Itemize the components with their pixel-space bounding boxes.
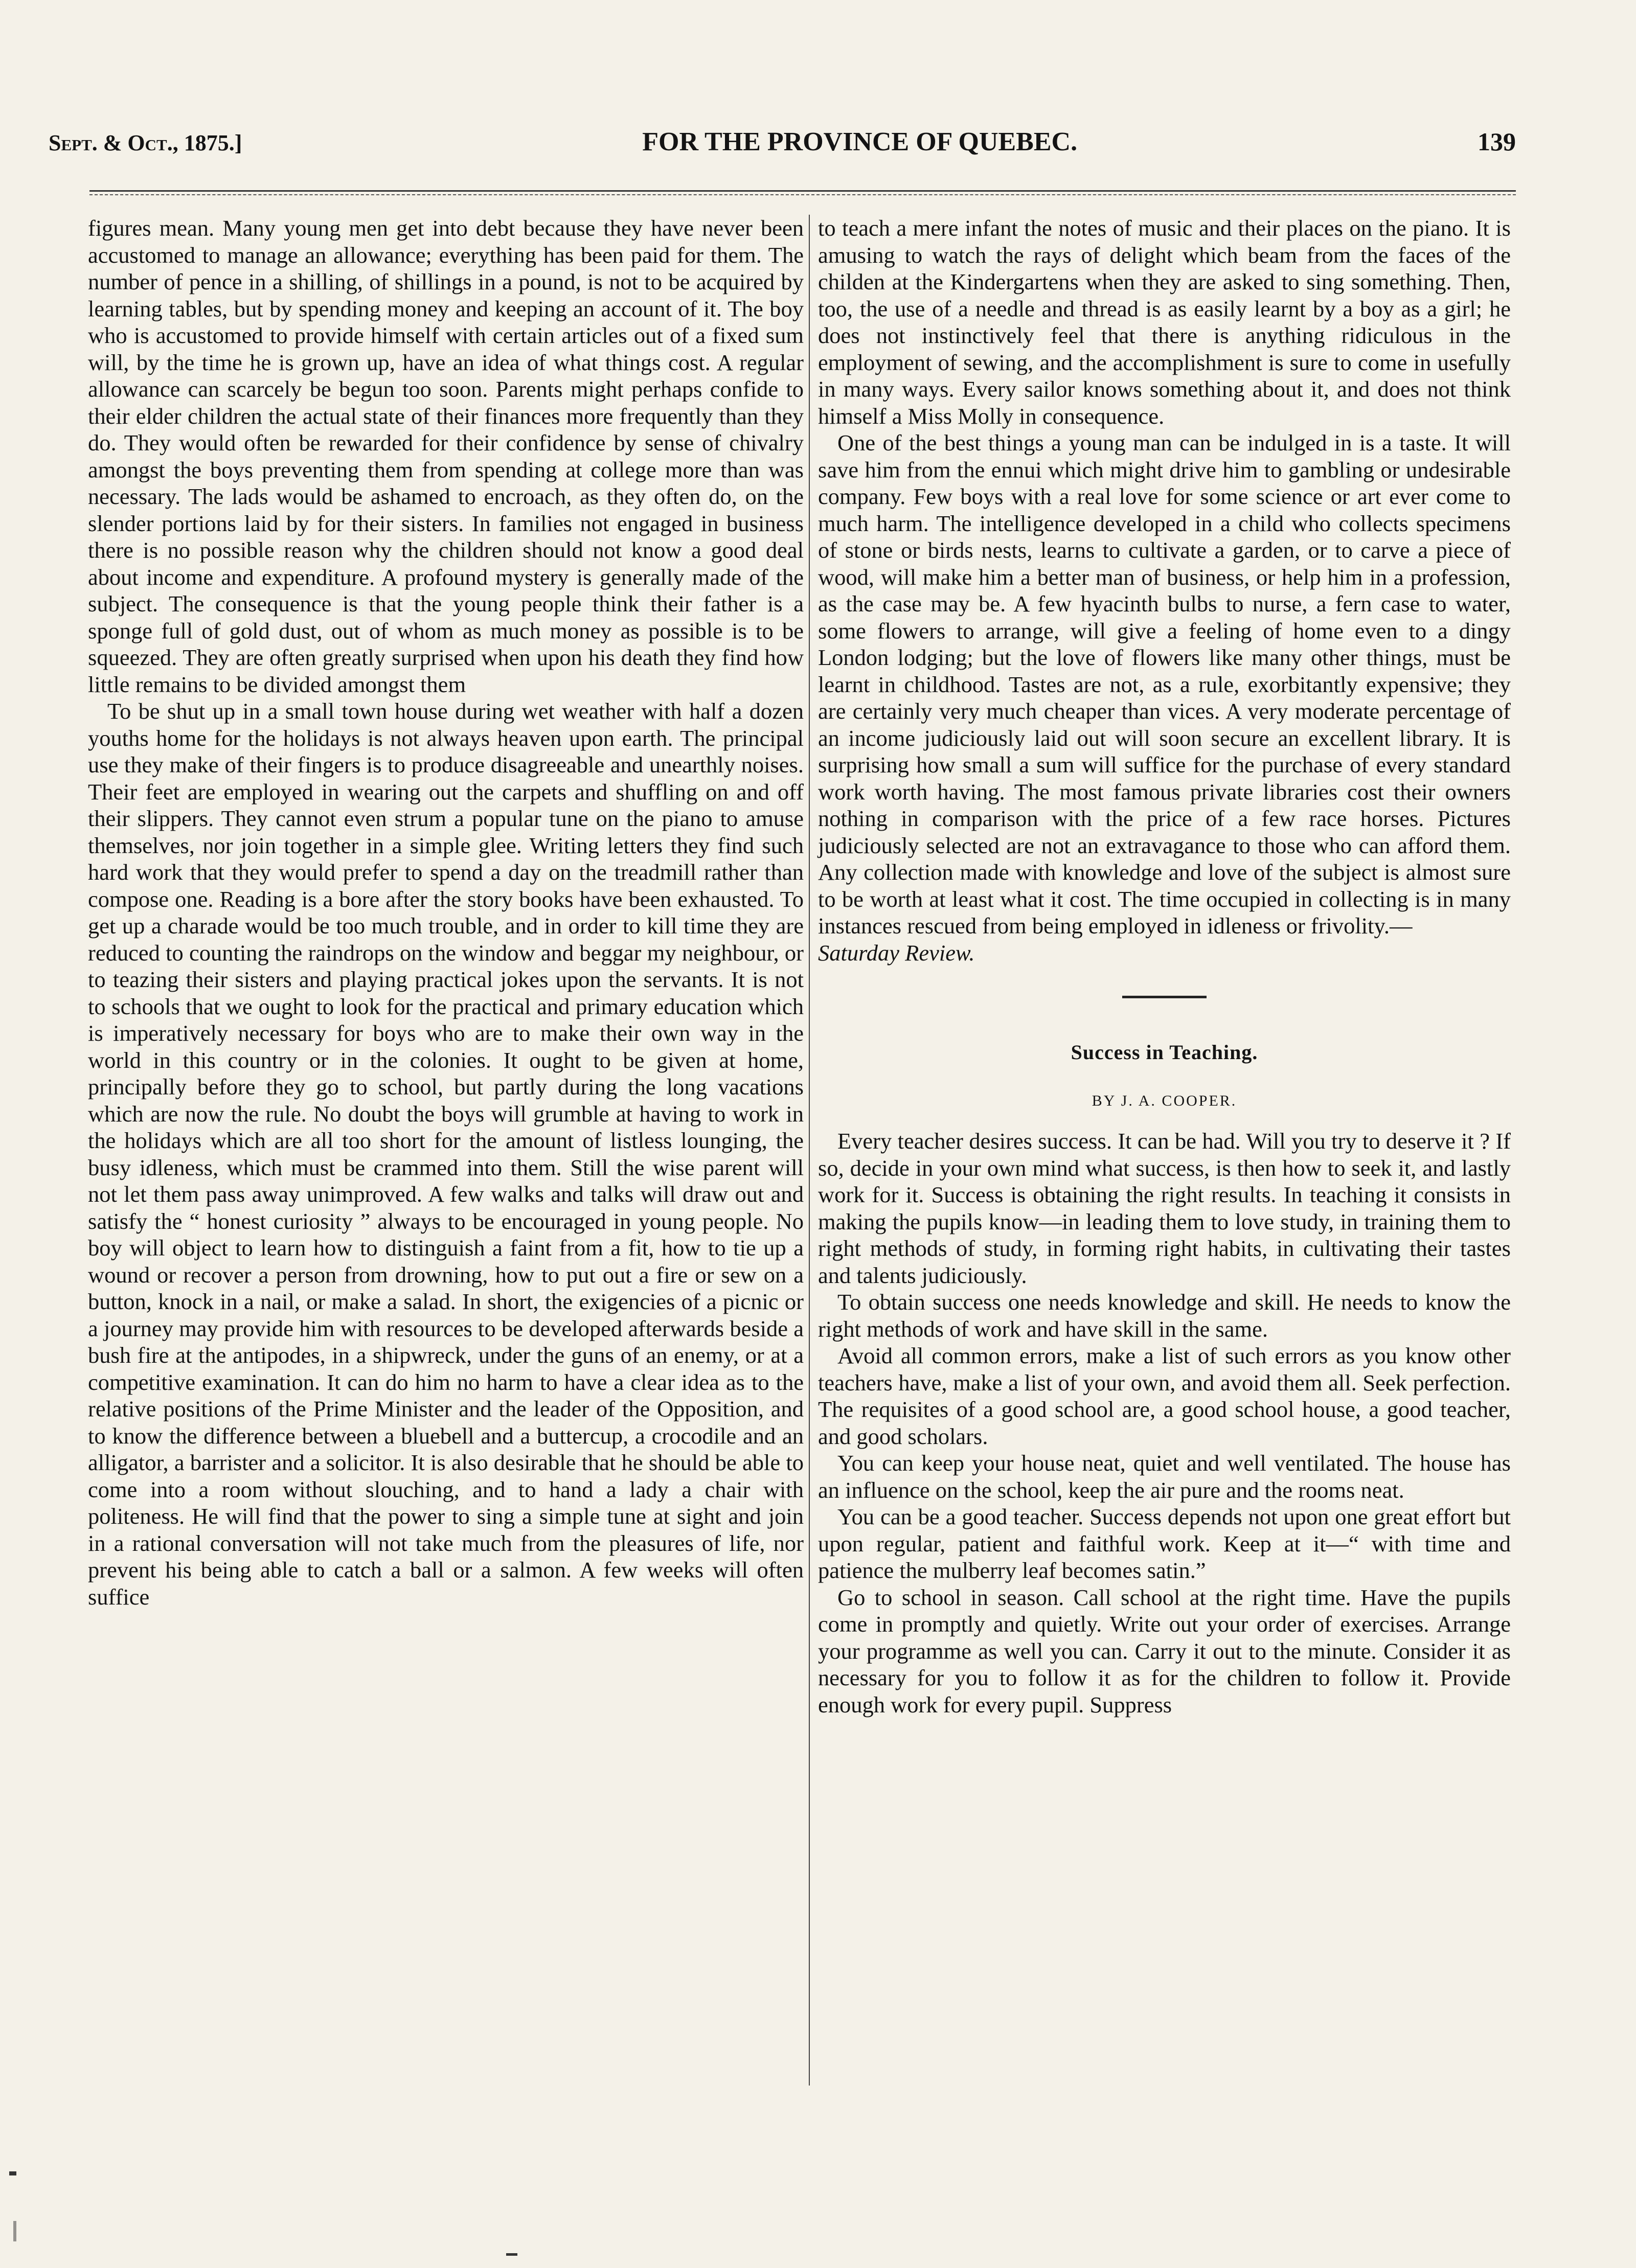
article-paragraph: Avoid all common errors, make a list of such errors as you know other teachers have, make a list of your own, and avoid them all. Seek perfection. The requisites of a good school are, a good school house, a good teacher, and good scholars.	[818, 1343, 1511, 1449]
journal-title: FOR THE PROVINCE OF QUEBEC.	[642, 127, 1078, 156]
article-title: Success in Teaching.	[1071, 1041, 1258, 1064]
right-column	[818, 215, 1511, 1718]
body-paragraph: figures mean. Many young men get into debt because they have never been accustomed to manage an allowance; everything has been paid for them. The number of pence in a shilling, of shillings in a pound, is not to be acquired by learning tables, but by spending money and keeping an account of it. The boy who is accustomed to provide himself with certain articles out of a fixed sum will, by the time he is grown up, have an idea of what things cost. A regular allowance can scarcely be begun too soon. Parents might perhaps confide to their elder children the actual state of their finances more frequently than they do. They would often be rewarded for their confidence by sense of chivalry amongst the boys preventing them from spending at college more than was necessary. The lads would be ashamed to encroach, as they often do, on the slender portions laid by for their sisters. In families not engaged in business there is no possible reason why the children should not know a good deal about income and expenditure. A profound mystery is generally made of the subject. The consequence is that the young people think their father is a sponge full of gold dust, out of whom as much money as possible is to be squeezed. They are often greatly surprised when upon his death they find how little remains to be divided amongst them	[88, 215, 804, 697]
print-speck	[506, 2253, 517, 2256]
page-number: 139	[1477, 127, 1516, 156]
article-paragraph: You can be a good teacher. Success depends not upon one great effort but upon regular, patient and faithful work. Keep at it—“ with time and patience the mulberry leaf becomes satin.”	[818, 1504, 1511, 1583]
column-divider	[809, 215, 810, 2086]
issue-date: Sept. & Oct., 1875.]	[49, 130, 242, 155]
header-rule-dashed	[89, 194, 1516, 195]
left-column	[88, 215, 804, 1610]
article-byline: BY J. A. COOPER.	[1092, 1092, 1237, 1109]
print-speck	[9, 2171, 16, 2175]
running-head	[49, 127, 1516, 163]
article-paragraph: To obtain success one needs knowledge and skill. He needs to know the right methods of work and have skill in the same.	[818, 1289, 1511, 1342]
body-paragraph: to teach a mere infant the notes of music and their places on the piano. It is amusing to watch the rays of delight which beam from the faces of the childen at the Kindergartens when they are asked to sing something. Then, too, the use of a needle and thread is as easily learnt by a boy as a girl; he does not instinctively feel that there is anything ridiculous in the employment of sewing, and the accomplishment is sure to come in usefully in many ways. Every sailor knows something about it, and does not think himself a Miss Molly in consequence.	[818, 215, 1511, 429]
section-divider	[1122, 996, 1207, 998]
source-attribution	[818, 940, 1511, 967]
source-title: Saturday Review.	[818, 940, 975, 966]
article-paragraph: Go to school in season. Call school at the right time. Have the pupils come in promptly and quietly. Write out your order of exercises. Arrange your programme as well you can. Carry it out to the minute. Consider it as necessary for you to follow it as for the children to follow it. Provide enough work for every pupil. Suppress	[818, 1584, 1511, 1717]
article-paragraph: You can keep your house neat, quiet and well ventilated. The house has an influence on the school, keep the air pure and the rooms neat.	[818, 1450, 1511, 1503]
article-paragraph: Every teacher desires success. It can be had. Will you try to deserve it ? If so, decide in your own mind what success, is then how to seek it, and lastly work for it. Success is obtaining the right results. In teaching it consists in making the pupils know—in leading them to love study, in training them to right methods of study, in forming right habits, in cultivating their tastes and talents judiciously.	[818, 1128, 1511, 1288]
body-paragraph: One of the best things a young man can be indulged in is a taste. It will save him from the ennui which might drive him to gambling or undesirable company. Few boys with a real love for some science or art ever come to much harm. The intelligence developed in a child who collects specimens of stone or birds nests, learns to cultivate a garden, or to carve a piece of wood, will make him a better man of business, or help him in a profession, as the case may be. A few hyacinth bulbs to nurse, a fern case to water, some flowers to arrange, will give a feeling of home even to a dingy London lodging; but the love of flowers like many other things, must be learnt in childhood. Tastes are not, as a rule, exorbitantly expensive; they are certainly very much cheaper than vices. A very moderate percentage of an income judiciously laid out will soon secure an excellent library. It is surprising how small a sum will suffice for the purchase of every standard work worth having. The most famous private libraries cost their owners nothing in comparison with the price of a few race horses. Pictures judiciously selected are not an extravagance to those who can afford them. Any collection made with knowledge and love of the subject is almost sure to be worth at least what it cost. The time occupied in collecting is in many instances rescued from being employed in idleness or frivolity.—	[818, 430, 1511, 938]
body-paragraph: To be shut up in a small town house during wet weather with half a dozen youths home for the holidays is not always heaven upon earth. The principal use they make of their fingers is to produce disagreeable and unearthly noises. Their feet are employed in wearing out the carpets and shuffling on and off their slippers. They cannot even strum a popular tune on the piano to amuse themselves, nor join together in a simple glee. Writing letters they find such hard work that they would prefer to spend a day on the treadmill rather than compose one. Reading is a bore after the story books have been exhausted. To get up a charade would be too much trouble, and in order to kill time they are reduced to counting the raindrops on the window and beggar my neighbour, or to teazing their sisters and playing practical jokes upon the servants. It is not to schools that we ought to look for the practical and primary education which is imperatively necessary for boys who are to make their own way in the world in this country or in the colonies. It ought to be given at home, principally before they go to school, but partly during the long vacations which are now the rule. No doubt the boys will grumble at having to work in the holidays which are all too short for the amount of listless lounging, the busy idleness, which must be crammed into them. Still the wise parent will not let them pass away unimproved. A few walks and talks will draw out and satisfy the “ honest curiosity ” always to be encouraged in young people. No boy will object to learn how to distinguish a faint from a fit, how to tie up a wound or recover a person from drowning, how to put out a fire or sew on a button, knock in a nail, or make a salad. In short, the exigencies of a picnic or a journey may provide him with resources to be developed afterwards beside a bush fire at the antipodes, in a shipwreck, under the guns of an enemy, or at a competitive examination. It can do him no harm to have a clear idea as to the relative positions of the Prime Minister and the leader of the Opposition, and to know the difference between a bluebell and a buttercup, a crocodile and an alligator, a barrister and a solicitor. It is also desirable that he should be able to come into a room without slouching, and to hand a lady a chair with politeness. He will find that the power to sing a simple tune at sight and join in a rational conversation will not take much from the pleasures of life, nor prevent his being able to catch a ball or a salmon. A few weeks will often suffice	[88, 698, 804, 1610]
header-rule	[89, 190, 1516, 192]
print-speck	[13, 2221, 16, 2241]
